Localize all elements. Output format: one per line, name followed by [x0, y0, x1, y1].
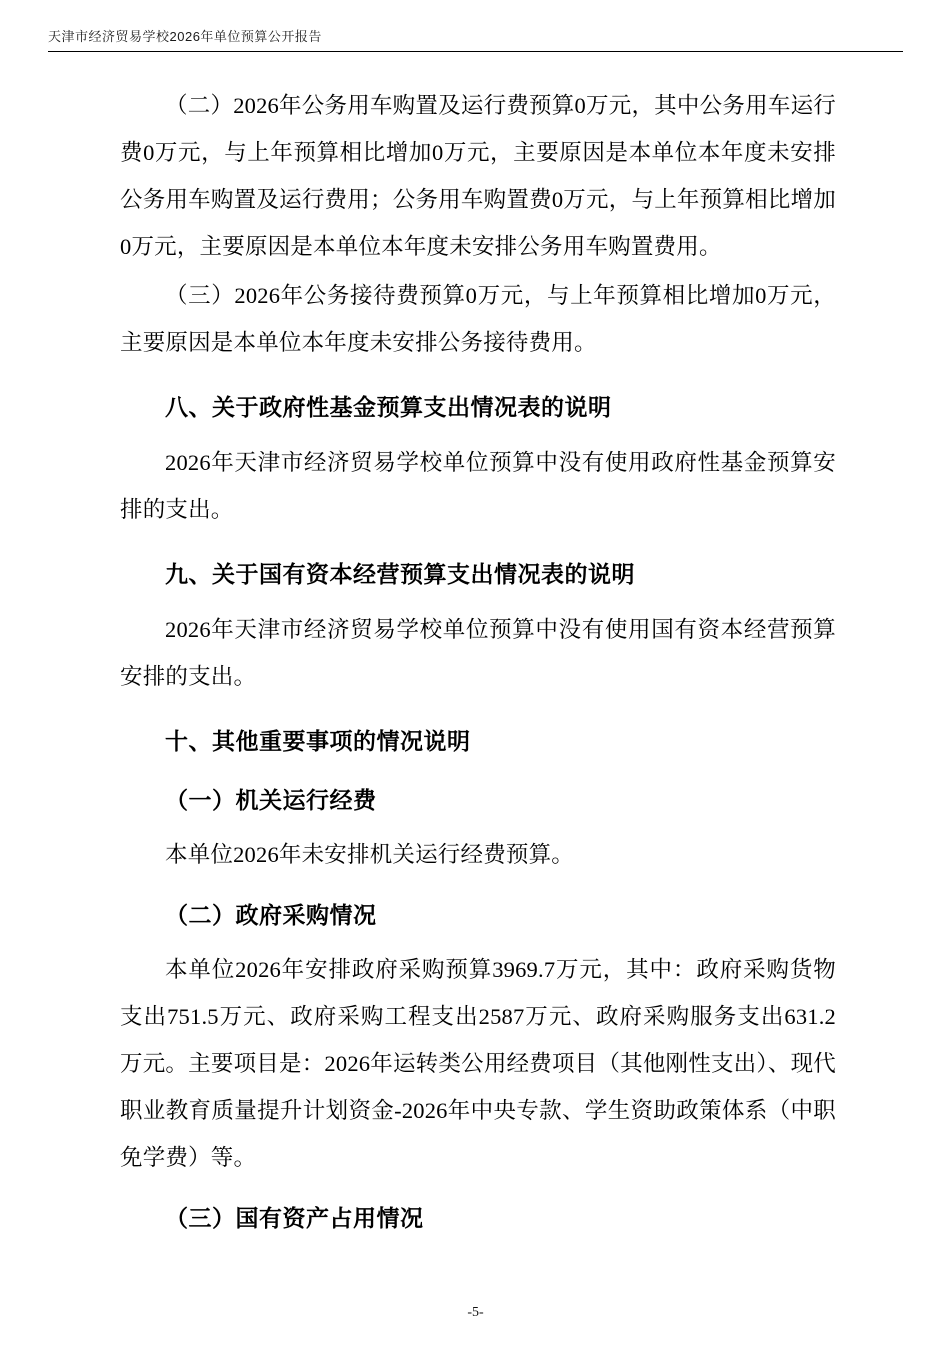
heading-section-nine: 九、关于国有资本经营预算支出情况表的说明 — [165, 561, 635, 587]
paragraph-operating-costs: 本单位2026年未安排机关运行经费预算。 — [165, 842, 575, 867]
document-body — [120, 82, 836, 1249]
paragraph-hospitality-expenses: （三）2026年公务接待费预算0万元，与上年预算相比增加0万元，主要原因是本单位本年度未安排公务接待费用。 — [120, 283, 836, 355]
paragraph-vehicle-expenses: （二）2026年公务用车购置及运行费预算0万元，其中公务用车运行费0万元，与上年预算相比增加0万元，主要原因是本单位本年度未安排公务用车购置及运行费用；公务用车购置费0万元，与上年预算相比增加0万元，主要原因是本单位本年度未安排公务用车购置费用。 — [120, 93, 836, 259]
subheading-state-assets: （三）国有资产占用情况 — [165, 1206, 424, 1231]
subheading-operating-costs: （一）机关运行经费 — [165, 788, 377, 813]
paragraph-government-fund: 2026年天津市经济贸易学校单位预算中没有使用政府性基金预算安排的支出。 — [120, 450, 836, 522]
running-header: 天津市经济贸易学校2026年单位预算公开报告 — [48, 29, 322, 44]
heading-section-ten: 十、其他重要事项的情况说明 — [165, 728, 471, 754]
paragraph-state-capital: 2026年天津市经济贸易学校单位预算中没有使用国有资本经营预算安排的支出。 — [120, 617, 836, 689]
page-number: -5- — [467, 1305, 484, 1320]
heading-section-eight: 八、关于政府性基金预算支出情况表的说明 — [165, 394, 612, 420]
header-divider — [48, 51, 903, 52]
subheading-procurement: （二）政府采购情况 — [165, 903, 377, 928]
paragraph-procurement: 本单位2026年安排政府采购预算3969.7万元，其中：政府采购货物支出751.5万元、政府采购工程支出2587万元、政府采购服务支出631.2万元。主要项目是：2026年运转类公用经费项目（其他刚性支出）、现代职业教育质量提升计划资金-2026年中央专款、学生资助政策体系（中职免学费）等。 — [120, 957, 836, 1170]
